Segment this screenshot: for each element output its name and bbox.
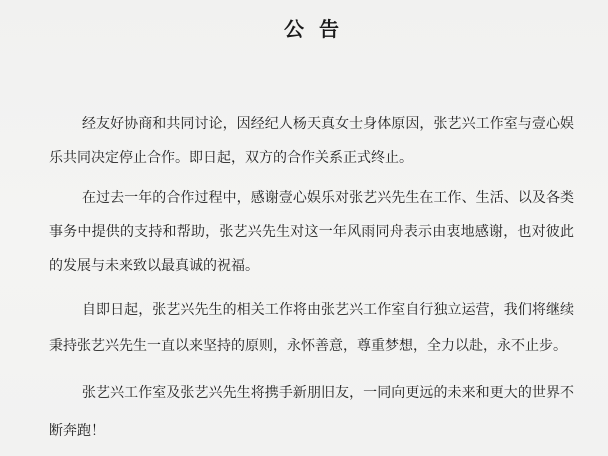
paragraph-line: 经友好协商和共同讨论，因经纪人杨天真女士身体原因，张艺兴工作室与壹心娱 [82, 116, 574, 132]
paragraph-closing [49, 374, 574, 450]
document-title: 公 告 [284, 17, 343, 41]
paragraph-cooperation-ended [49, 107, 574, 175]
paragraph-thanks [49, 181, 574, 283]
paragraph-line: 自即日起，张艺兴先生的相关工作将由张艺兴工作室自行独立运营，我们将继续 [82, 302, 574, 318]
paragraph-independent-operation [49, 292, 574, 364]
paragraph-line: 断奔跑！ [49, 423, 105, 439]
paragraph-line: 张艺兴工作室及张艺兴先生将携手新朋旧友，一同向更远的未来和更大的世界不 [82, 385, 574, 401]
paragraph-line: 秉持张艺兴先生一直以来坚持的原则，永怀善意，尊重梦想，全力以赴，永不止步。 [49, 338, 567, 354]
document-body [49, 107, 574, 450]
paragraph-line: 的发展与未来致以最真诚的祝福。 [49, 258, 259, 274]
paragraph-line: 乐共同决定停止合作。即日起，双方的合作关系正式终止。 [49, 150, 413, 166]
paragraph-line: 在过去一年的合作过程中，感谢壹心娱乐对张艺兴先生在工作、生活、以及各类 [82, 190, 574, 206]
paragraph-line: 事务中提供的支持和帮助，张艺兴先生对这一年风雨同舟表示由衷地感谢，也对彼此 [49, 224, 574, 240]
